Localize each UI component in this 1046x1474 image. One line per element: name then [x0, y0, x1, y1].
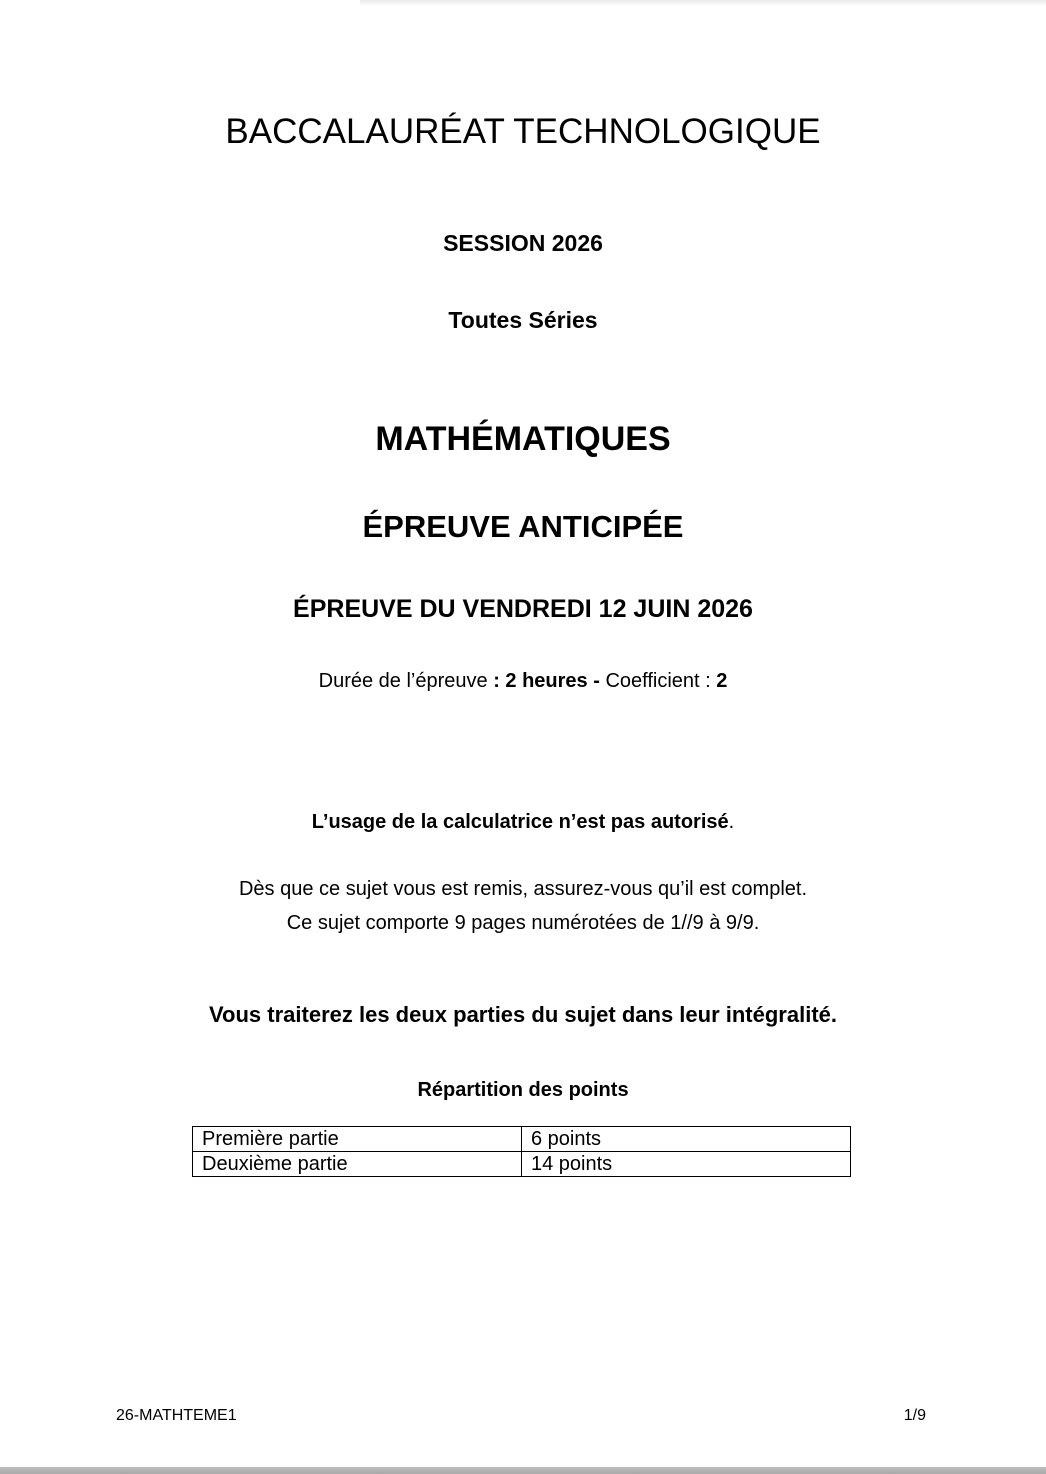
coefficient-label: Coefficient : — [599, 670, 717, 692]
table-cell-part: Deuxième partie — [193, 1152, 522, 1177]
table-row — [193, 1127, 851, 1152]
check-instruction-line1: Dès que ce sujet vous est remis, assurez-vous qu’il est complet. — [238, 878, 808, 900]
page-top-shadow — [360, 0, 1046, 6]
subject-title: MATHÉMATIQUES — [375, 420, 671, 458]
table-row — [193, 1152, 851, 1177]
parts-instruction: Vous traiterez les deux parties du sujet dans leur intégralité. — [209, 1002, 837, 1027]
check-instruction-line2: Ce sujet comporte 9 pages numérotées de 1//9 à 9/9. — [286, 912, 760, 934]
exam-type: ÉPREUVE ANTICIPÉE — [362, 509, 684, 544]
table-cell-points: 6 points — [522, 1127, 851, 1152]
exam-date: ÉPREUVE DU VENDREDI 12 JUIN 2026 — [293, 595, 753, 623]
duration-line — [0, 668, 1046, 694]
duration-label: Durée de l’épreuve — [318, 670, 494, 692]
points-table-title: Répartition des points — [417, 1079, 629, 1101]
footer-code: 26-MATHTEME1 — [116, 1407, 237, 1424]
duration-value: : 2 heures - — [493, 670, 600, 692]
table-cell-part: Première partie — [193, 1127, 522, 1152]
calculator-notice-period: . — [728, 811, 735, 833]
coefficient-value: 2 — [716, 670, 728, 692]
footer-page-number: 1/9 — [903, 1407, 926, 1424]
table-cell-points: 14 points — [522, 1152, 851, 1177]
session-label: SESSION 2026 — [443, 230, 603, 256]
points-table — [192, 1126, 851, 1177]
series-label: Toutes Séries — [448, 307, 598, 333]
exam-name: BACCALAURÉAT TECHNOLOGIQUE — [225, 112, 821, 151]
calculator-notice — [0, 809, 1046, 835]
viewer-bottom-edge — [0, 1467, 1046, 1474]
calculator-notice-text: L’usage de la calculatrice n’est pas autorisé — [311, 811, 729, 833]
